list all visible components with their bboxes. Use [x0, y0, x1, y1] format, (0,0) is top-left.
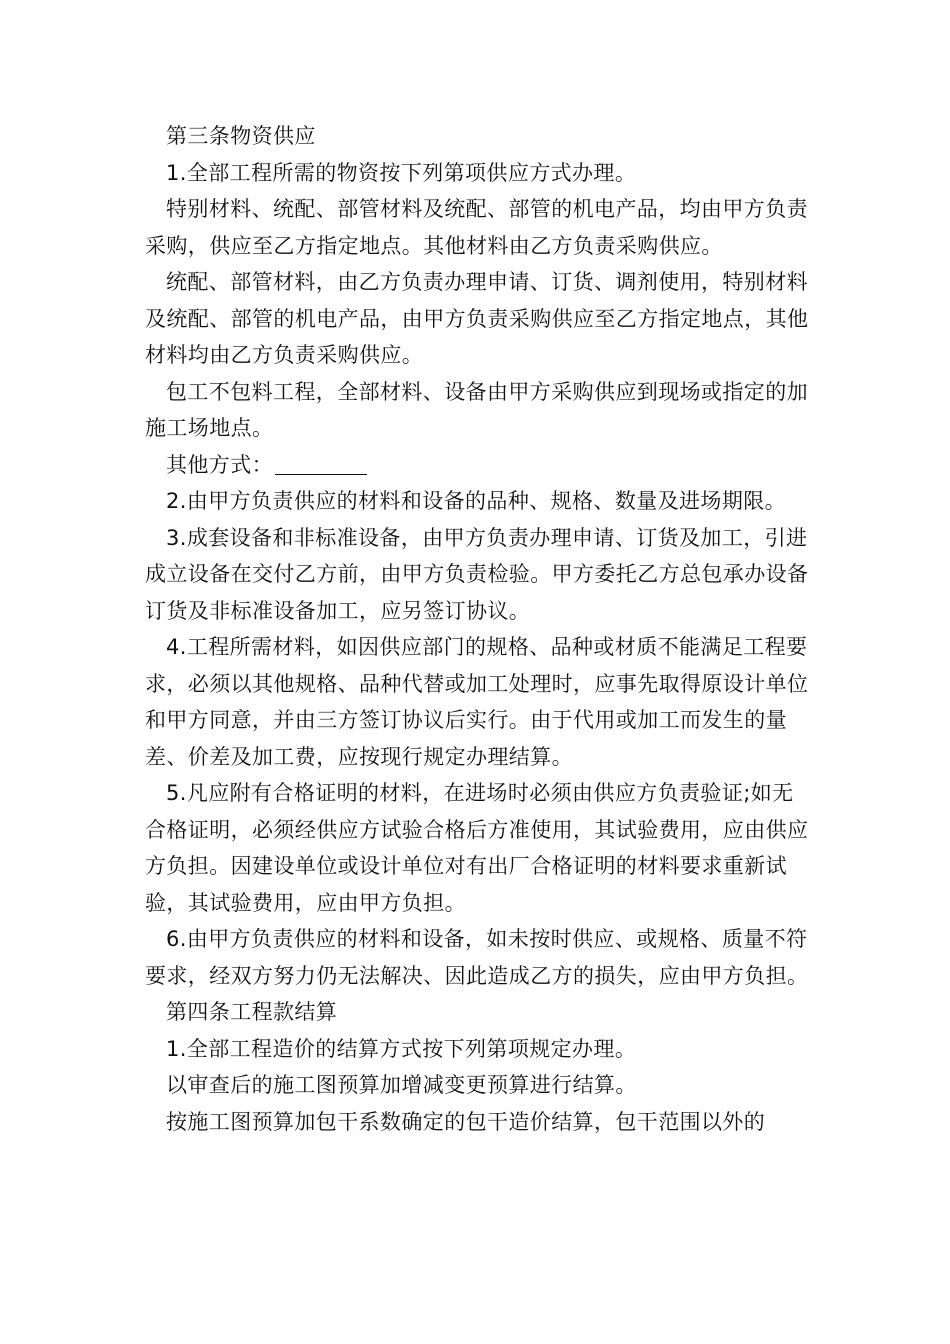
paragraph-other-methods: [145, 447, 813, 484]
document-body: [145, 118, 813, 1140]
paragraph-item-3: 3.成套设备和非标准设备，由甲方负责办理申请、订货及加工，引进成立设备在交付乙方前，由甲方负责检验。甲方委托乙方总包承办设备订货及非标准设备加工，应另签订协议。: [145, 525, 809, 623]
paragraph-option-labor-only: 包工不包料工程，全部材料、设备由甲方采购供应到现场或指定的加施工场地点。: [145, 379, 808, 440]
paragraph-settlement-method: 1.全部工程造价的结算方式按下列第项规定办理。: [166, 1036, 637, 1061]
other-methods-label: 其他方式：: [166, 452, 273, 477]
paragraph-settlement-option-2: 按施工图预算加包干系数确定的包干造价结算，包干范围以外的: [166, 1109, 766, 1134]
paragraph-settlement-option-1: 以审查后的施工图预算加增减变更预算进行结算。: [166, 1073, 637, 1097]
fill-in-blank-line[interactable]: [275, 452, 367, 475]
paragraph-item-5: 5.凡应附有合格证明的材料，在进场时必须由供应方负责验证;如无合格证明，必须经供应方试验合格后方准使用，其试验费用，应由供应方负担。因建设单位或设计单位对有出厂合格证明的材料要求重新试验，其试验费用，应由甲方负担。: [145, 781, 809, 915]
section-heading-article-4: 第四条工程款结算: [166, 1000, 338, 1024]
paragraph-item-6: 6.由甲方负责供应的材料和设备，如未按时供应、或规格、质量不符要求，经双方努力仍无法解决、因此造成乙方的损失，应由甲方负担。: [145, 927, 809, 988]
paragraph-supply-method: 1.全部工程所需的物资按下列第项供应方式办理。: [166, 160, 637, 185]
paragraph-item-2: 2.由甲方负责供应的材料和设备的品种、规格、数量及进场期限。: [166, 489, 787, 513]
paragraph-option-allocated-materials: 统配、部管材料，由乙方负责办理申请、订货、调剂使用，特别材料及统配、部管的机电产品，由甲方负责采购供应至乙方指定地点，其他材料均由乙方负责采购供应。: [145, 270, 809, 367]
section-heading-article-3: 第三条物资供应: [166, 124, 316, 148]
paragraph-option-special-materials: 特别材料、统配、部管材料及统配、部管的机电产品，均由甲方负责采购，供应至乙方指定地点。其他材料由乙方负责采购供应。: [145, 197, 808, 258]
paragraph-item-4: 4.工程所需材料，如因供应部门的规格、品种或材质不能满足工程要求，必须以其他规格、品种代替或加工处理时，应事先取得原设计单位和甲方同意，并由三方签订协议后实行。由于代用或加工而发生的量差、价差及加工费，应按现行规定办理结算。: [145, 635, 809, 769]
